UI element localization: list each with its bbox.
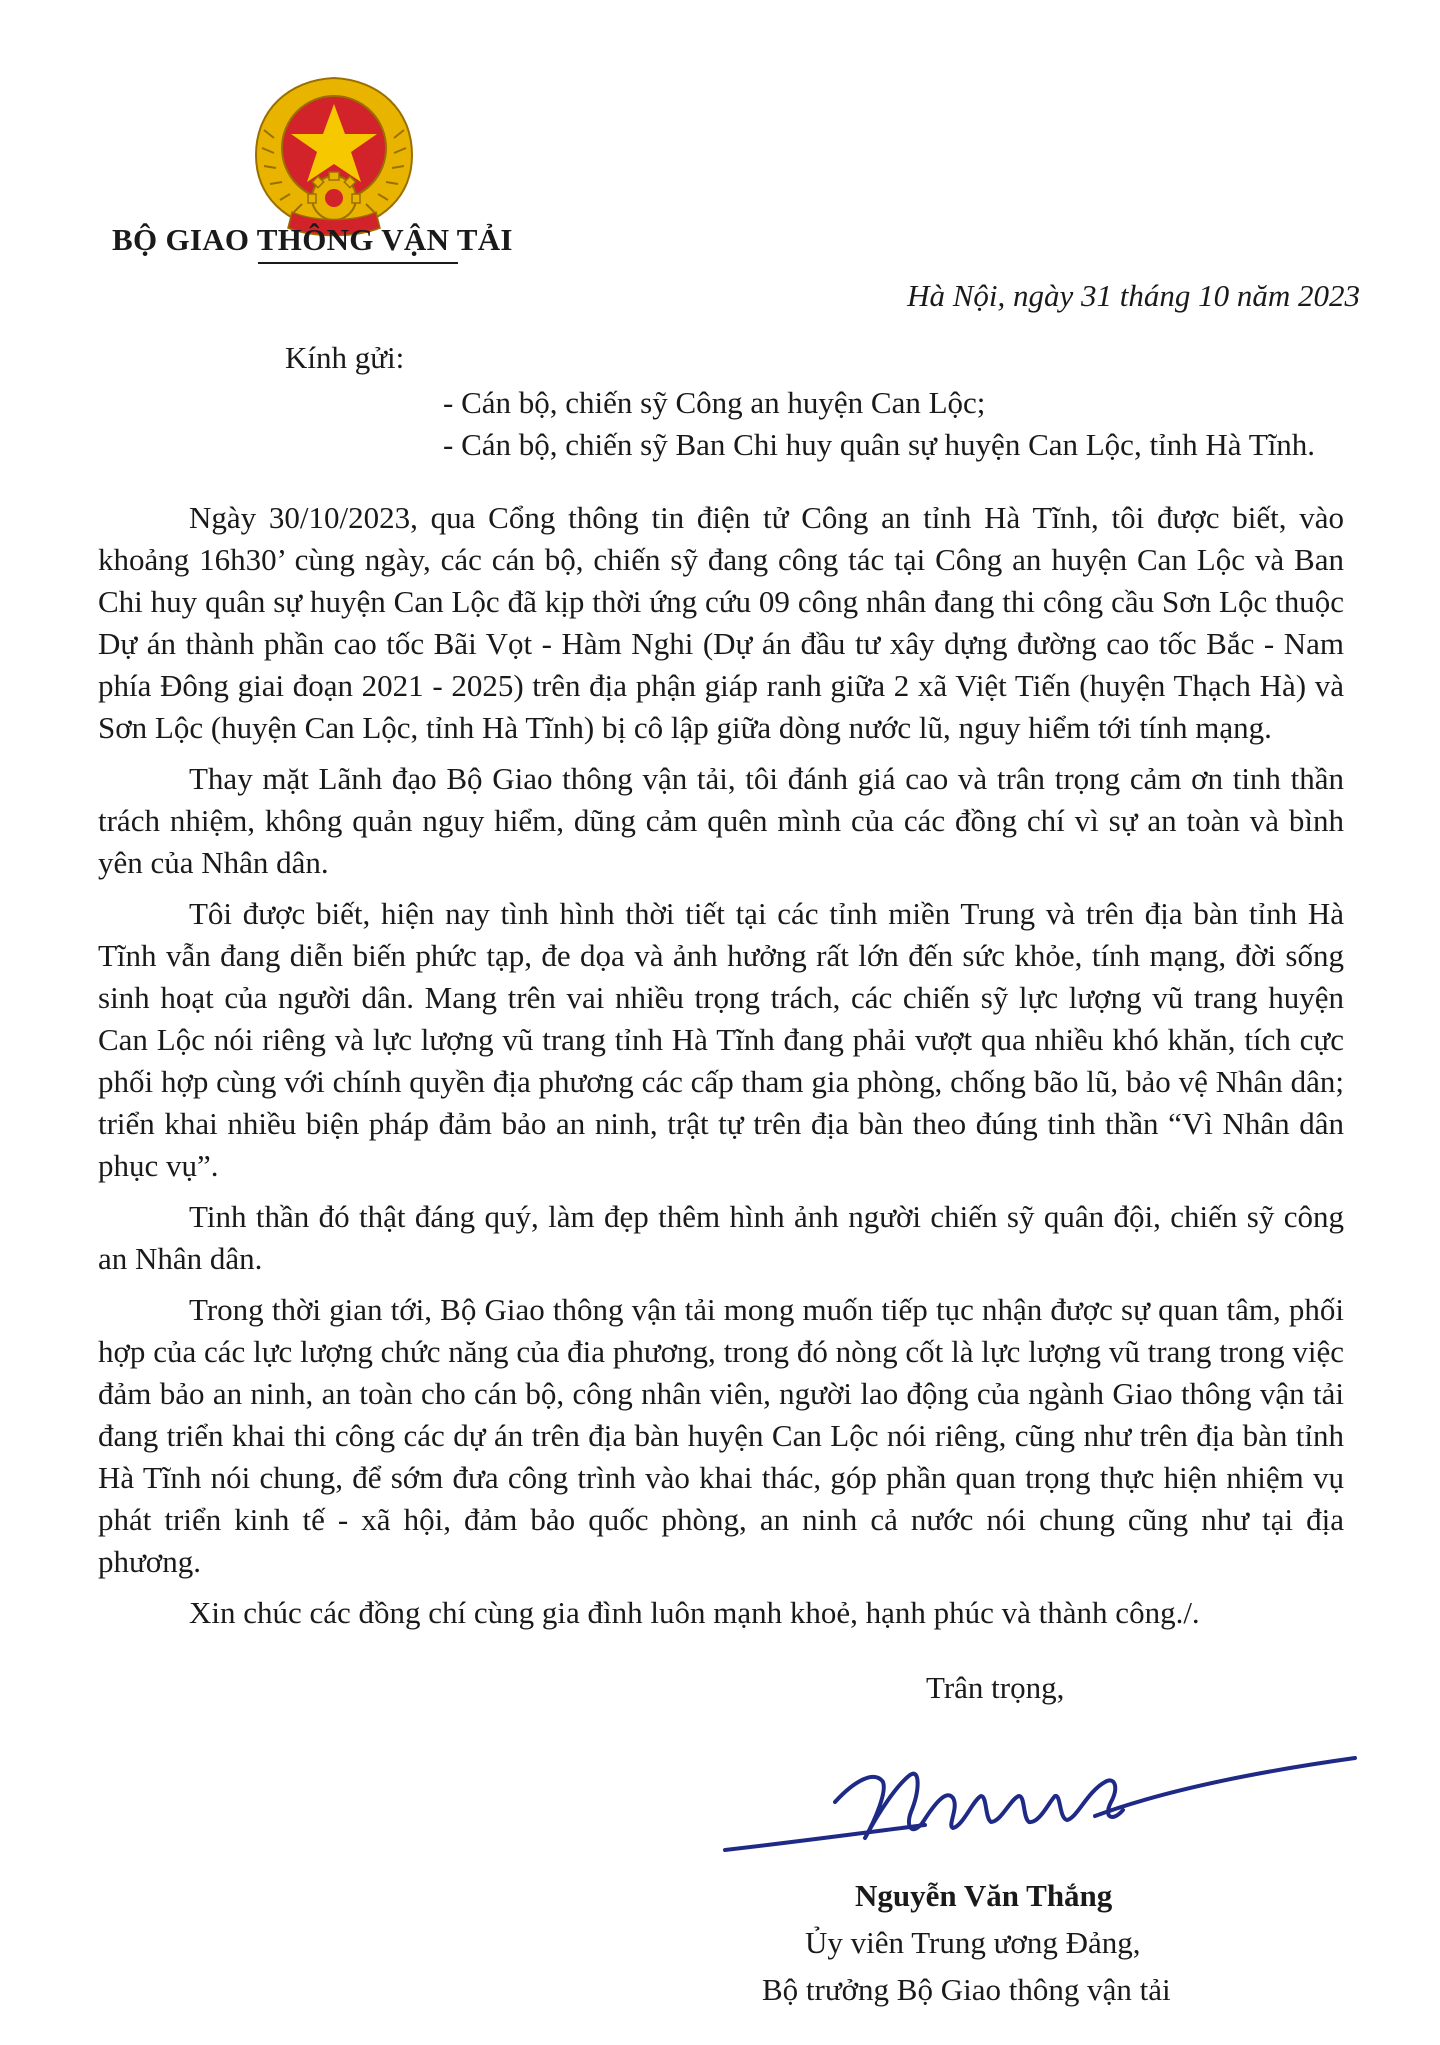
signer-position: Bộ trưởng Bộ Giao thông vận tải (762, 1972, 1171, 2007)
ministry-name: BỘ GIAO THÔNG VẬN TẢI (112, 222, 513, 257)
signature-icon (715, 1730, 1365, 1870)
national-emblem-icon (234, 70, 434, 240)
body-paragraph: Thay mặt Lãnh đạo Bộ Giao thông vận tải, tôi đánh giá cao và trân trọng cảm ơn tinh thần trách nhiệm, không quản nguy hiểm, dũng cảm quên mình của các đồng chí vì sự an toàn và bình yên của Nhân dân. (98, 761, 1344, 880)
body-paragraph: Xin chúc các đồng chí cùng gia đình luôn mạnh khoẻ, hạnh phúc và thành công./. (189, 1595, 1200, 1630)
letter-body (98, 497, 1344, 1643)
closing-regards: Trân trọng, (926, 1670, 1065, 1705)
signer-title: Ủy viên Trung ương Đảng, (805, 1925, 1141, 1960)
body-paragraph: Ngày 30/10/2023, qua Cổng thông tin điện tử Công an tỉnh Hà Tĩnh, tôi được biết, vào khoảng 16h30’ cùng ngày, các cán bộ, chiến sỹ đang công tác tại Công an huyện Can Lộc và Ban Chi huy quân sự huyện Can Lộc đã kịp thời ứng cứu 09 công nhân đang thi công cầu Sơn Lộc thuộc Dự án thành phần cao tốc Bãi Vọt - Hàm Nghi (Dự án đầu tư xây dựng đường cao tốc Bắc - Nam phía Đông giai đoạn 2021 - 2025) trên địa phận giáp ranh giữa 2 xã Việt Tiến (huyện Thạch Hà) và Sơn Lộc (huyện Can Lộc, tỉnh Hà Tĩnh) bị cô lập giữa dòng nước lũ, nguy hiểm tới tính mạng. (98, 500, 1344, 745)
body-paragraph: Tôi được biết, hiện nay tình hình thời tiết tại các tỉnh miền Trung và trên địa bàn tỉnh Hà Tĩnh vẫn đang diễn biến phức tạp, đe dọa và ảnh hưởng rất lớn đến sức khỏe, tính mạng, đời sống sinh hoạt của người dân. Mang trên vai nhiều trọng trách, các chiến sỹ lực lượng vũ trang huyện Can Lộc nói riêng và lực lượng vũ trang tỉnh Hà Tĩnh đang phải vượt qua nhiều khó khăn, tích cực phối hợp cùng với chính quyền địa phương các cấp tham gia phòng, chống bão lũ, bảo vệ Nhân dân; triển khai nhiều biện pháp đảm bảo an ninh, trật tự trên địa bàn theo đúng tinh thần “Vì Nhân dân phục vụ”. (98, 896, 1344, 1183)
body-paragraph: Trong thời gian tới, Bộ Giao thông vận tải mong muốn tiếp tục nhận được sự quan tâm, phối hợp của các lực lượng chức năng của đia phương, trong đó nòng cốt là lực lượng vũ trang trong việc đảm bảo an ninh, an toàn cho cán bộ, công nhân viên, người lao động của ngành Giao thông vận tải đang triển khai thi công các dự án trên địa bàn huyện Can Lộc nói riêng, cũng như trên địa bàn tỉnh Hà Tĩnh nói chung, để sớm đưa công trình vào khai thác, góp phần quan trọng thực hiện nhiệm vụ phát triển kinh tế - xã hội, đảm bảo quốc phòng, an ninh cả nước nói chung cũng như tại địa phương. (98, 1292, 1344, 1579)
signer-name: Nguyễn Văn Thắng (855, 1878, 1113, 1913)
body-paragraph: Tinh thần đó thật đáng quý, làm đẹp thêm hình ảnh người chiến sỹ quân đội, chiến sỹ công an Nhân dân. (98, 1199, 1344, 1276)
date-line: Hà Nội, ngày 31 tháng 10 năm 2023 (907, 278, 1360, 313)
ministry-underline (258, 262, 458, 264)
recipient-line: - Cán bộ, chiến sỹ Công an huyện Can Lộc; (443, 385, 986, 420)
salutation: Kính gửi: (285, 340, 405, 375)
recipient-line: - Cán bộ, chiến sỹ Ban Chi huy quân sự huyện Can Lộc, tỉnh Hà Tĩnh. (443, 427, 1316, 462)
